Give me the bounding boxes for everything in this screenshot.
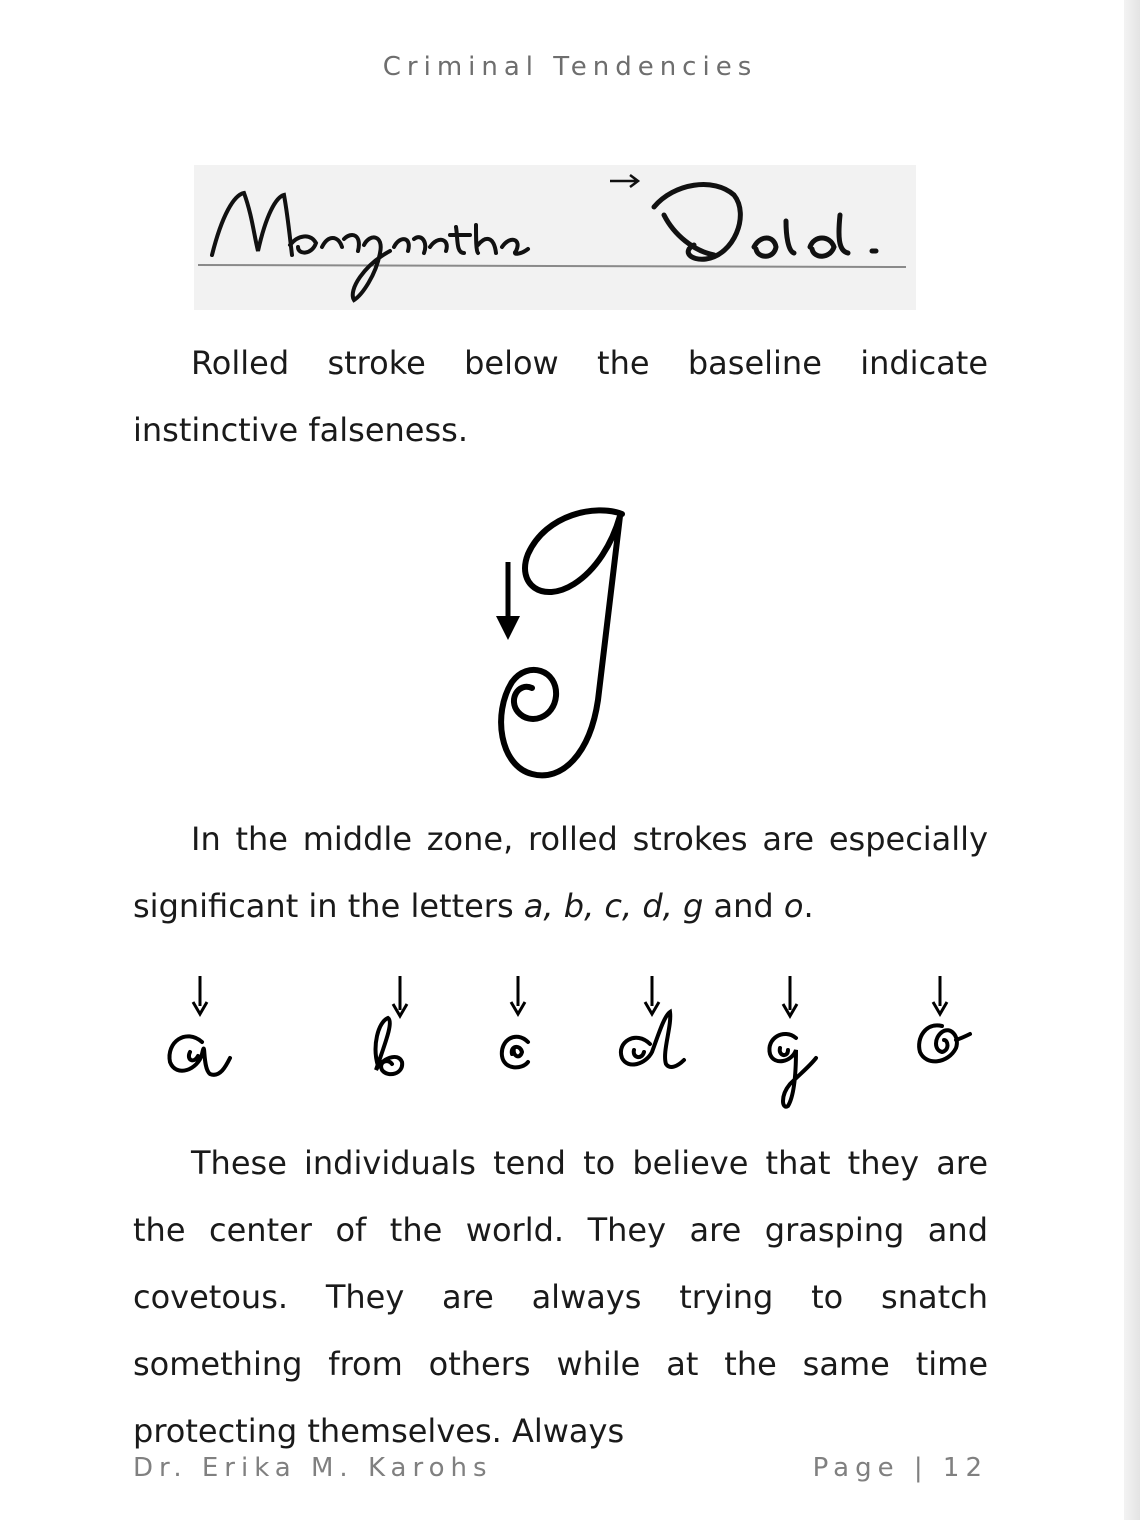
signature-image (194, 155, 916, 315)
rolled-letter-g (740, 966, 840, 1116)
rolled-letter-c (468, 966, 568, 1116)
page-edge-shadow (1124, 0, 1140, 1520)
rolled-letter-d (600, 966, 700, 1116)
rolled-g-illustration (486, 504, 636, 788)
rolled-letter-o (890, 966, 990, 1116)
footer-page-number: Page | 12 (812, 1453, 988, 1483)
paragraph-individuals: These individuals tend to believe that they are the center of the world. They are grasping and covetous. They are always trying to snatch something from others while at the same time protecting themselves. Always (133, 1144, 988, 1450)
rolled-letters-row (150, 966, 990, 1116)
footer-author: Dr. Erika M. Karohs (133, 1453, 493, 1483)
paragraph-rolled-stroke: Rolled stroke below the baseline indicate instinctive falseness. (133, 344, 988, 449)
running-header: Criminal Tendencies (382, 52, 758, 82)
paragraph-middle-zone: In the middle zone, rolled strokes are especially significant in the letters a, b, c, d, g and o. (133, 820, 988, 925)
rolled-letter-b (348, 966, 448, 1116)
rolled-letter-a (150, 966, 250, 1116)
